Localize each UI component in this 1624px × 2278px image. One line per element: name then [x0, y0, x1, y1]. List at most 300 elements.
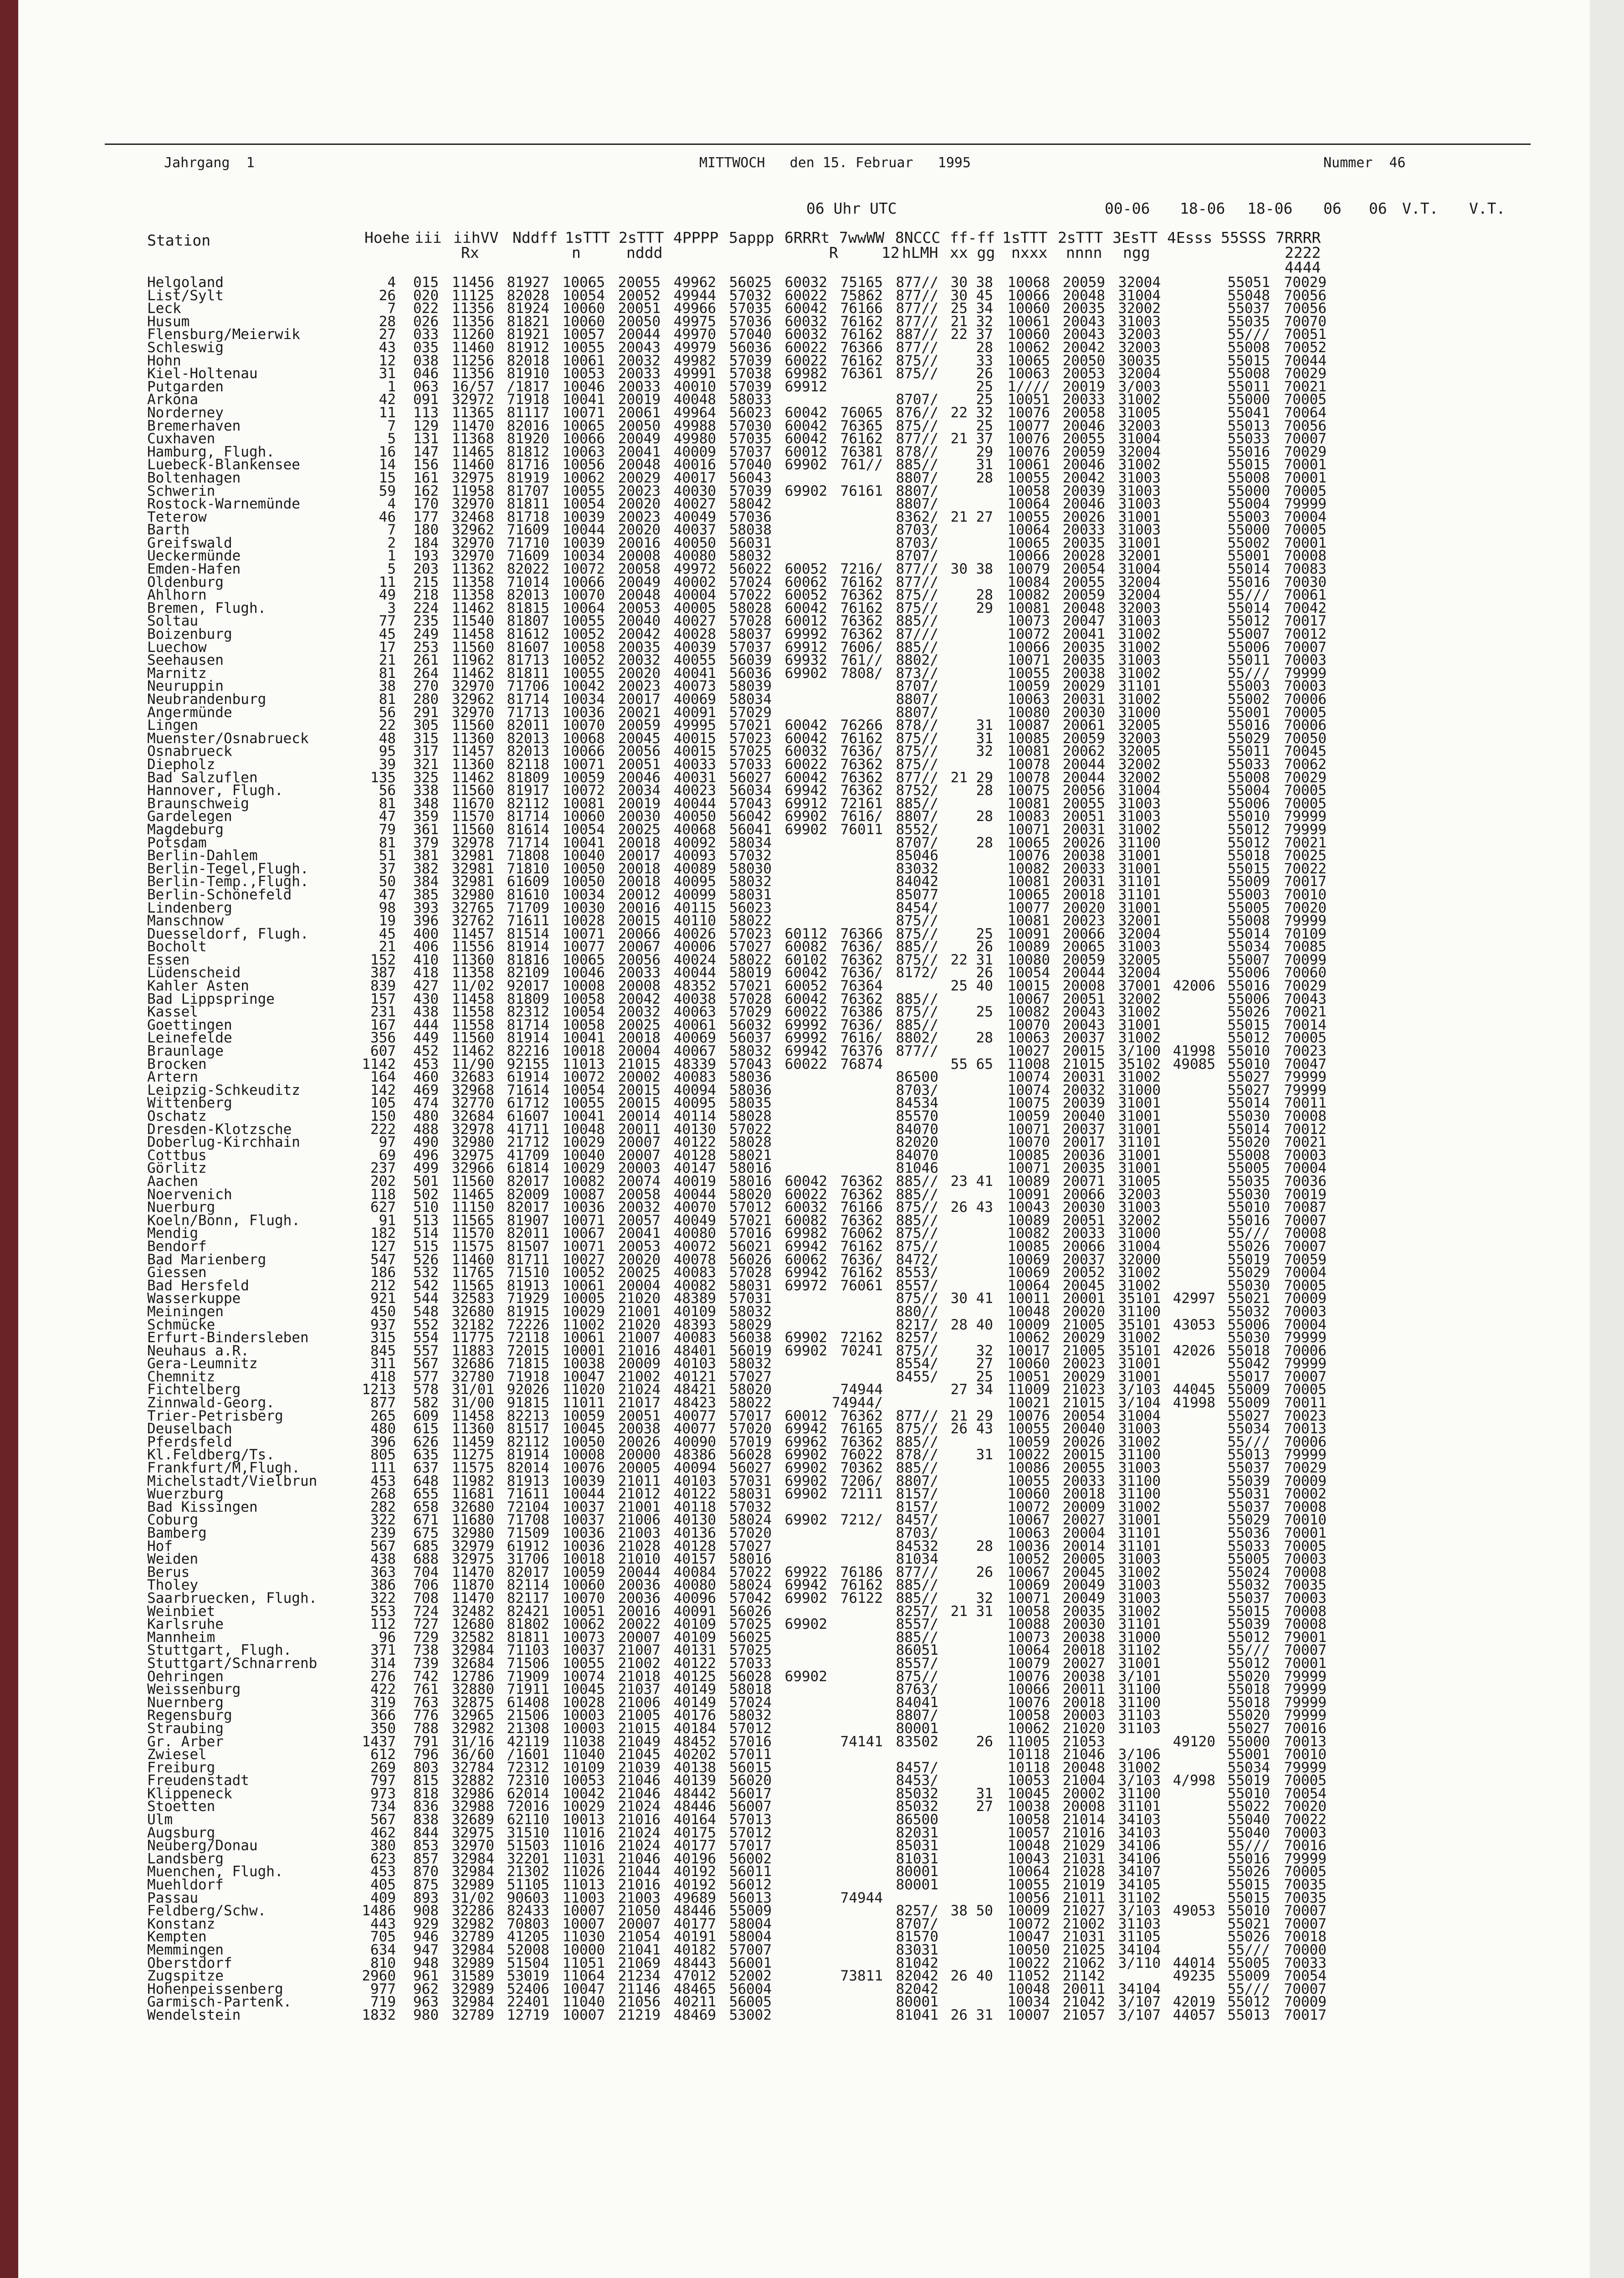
cell-8nccc: 8807/	[896, 496, 938, 513]
cell-55sss: 55015	[1227, 860, 1270, 877]
cell-iihvv: 11458	[451, 626, 494, 643]
cell-5appp: 58030	[729, 860, 772, 877]
cell-7rrrr: 70036	[1284, 1173, 1327, 1190]
cell-nddff: 21712	[507, 1134, 549, 1151]
cell-3estt: 31003	[1118, 469, 1161, 486]
cell-3estt: 31100	[1118, 1785, 1161, 1802]
cell-1sttt: 10038	[562, 1355, 605, 1372]
cell-6rrrt: 60022	[784, 1004, 827, 1021]
cell-1sttt: 10054	[562, 1082, 605, 1098]
cell-iihvv: 11465	[451, 1186, 494, 1203]
cell-nddff: 71918	[507, 391, 549, 408]
cell-1sttt: 10053	[562, 1772, 605, 1789]
cell-2sttt: 20053	[618, 1238, 661, 1255]
cell-7rrrr: 79001	[1284, 1629, 1327, 1646]
cell-iii: 215	[413, 574, 439, 590]
station-name: Hof	[147, 1538, 173, 1555]
cell-nddff: 81914	[507, 1447, 549, 1463]
cell-3estt: 31004	[1118, 782, 1161, 799]
cell-7wwww: 7636/	[840, 965, 883, 981]
cell-1sttt: 10039	[562, 1472, 605, 1489]
cell-2sttt: 20017	[618, 691, 661, 708]
cell-55sss: 55008	[1227, 1147, 1270, 1164]
cell-7rrrr: 70010	[1284, 1512, 1327, 1529]
cell-iihvv: 12680	[451, 1616, 494, 1633]
cell-iii: 742	[413, 1668, 439, 1685]
cell-2sttt-b: 21016	[1062, 1824, 1105, 1841]
cell-7wwww: 76162	[840, 431, 883, 447]
cell-7wwww: 76161	[840, 482, 883, 499]
cell-2sttt-b: 20055	[1062, 795, 1105, 812]
cell-8nccc: 8707/	[896, 1915, 938, 1932]
cell-2sttt-b: 20040	[1062, 1108, 1105, 1124]
table-row	[147, 1605, 1559, 1618]
cell-ffff: 31	[976, 1785, 993, 1802]
cell-4pppp: 49964	[673, 404, 716, 421]
cell-2sttt-b: 20030	[1062, 1616, 1105, 1633]
cell-3estt: 31101	[1118, 678, 1161, 695]
cell-55sss: 55011	[1227, 743, 1270, 760]
cell-2sttt-b: 20027	[1062, 1512, 1105, 1529]
cell-8nccc: 81031	[896, 1850, 938, 1867]
cell-8nccc: 878//	[896, 717, 938, 734]
cell-hoehe: 39	[379, 756, 396, 773]
cell-8nccc: 8707/	[896, 391, 938, 408]
cell-55sss: 55016	[1227, 443, 1270, 460]
station-name: Arkona	[147, 391, 198, 408]
station-name: Marnitz	[147, 665, 207, 682]
cell-7wwww: 76381	[840, 443, 883, 460]
cell-iii: 063	[413, 378, 439, 395]
cell-4pppp: 40027	[673, 496, 716, 513]
cell-7rrrr: 70029	[1284, 1460, 1327, 1477]
cell-2sttt: 20020	[618, 522, 661, 539]
cell-1sttt-b: 10055	[1007, 1877, 1050, 1893]
cell-iii: 763	[413, 1694, 439, 1711]
cell-2sttt-b: 20042	[1062, 339, 1105, 356]
cell-ffff: 21 37	[950, 431, 993, 447]
cell-2sttt-b: 20029	[1062, 1329, 1105, 1346]
station-name: Leck	[147, 300, 181, 317]
cell-iii: 361	[413, 821, 439, 838]
cell-1sttt: 10072	[562, 561, 605, 578]
cell-4pppp: 40041	[673, 665, 716, 682]
cell-7rrrr: 70003	[1284, 1824, 1327, 1841]
cell-2sttt-b: 20035	[1062, 1160, 1105, 1177]
cell-5appp: 58034	[729, 691, 772, 708]
cell-5appp: 57037	[729, 443, 772, 460]
colhead-vt-b: V.T.	[1469, 200, 1506, 217]
cell-2sttt: 20008	[618, 978, 661, 995]
cell-6rrrt: 69912	[784, 639, 827, 656]
cell-1sttt-b: 10011	[1007, 1290, 1050, 1307]
cell-7rrrr: 70056	[1284, 300, 1327, 317]
cell-1sttt: 10060	[562, 313, 605, 330]
cell-6rrrt: 60102	[784, 951, 827, 968]
cell-3estt: 31002	[1118, 691, 1161, 708]
cell-7rrrr: 70007	[1284, 1368, 1327, 1385]
cell-2sttt-b: 21014	[1062, 1811, 1105, 1828]
cell-iihvv: 31/16	[451, 1733, 494, 1750]
cell-2sttt: 20058	[618, 561, 661, 578]
cell-ffff: 33	[976, 352, 993, 369]
cell-iihvv: 11368	[451, 431, 494, 447]
cell-iihvv: 11356	[451, 300, 494, 317]
cell-7wwww: 75165	[840, 274, 883, 291]
cell-3estt: 31100	[1118, 1681, 1161, 1698]
station-name: Gera-Leumnitz	[147, 1355, 258, 1372]
station-name: Hohn	[147, 352, 181, 369]
cell-1sttt: 10055	[562, 1655, 605, 1672]
cell-3estt: 32002	[1118, 300, 1161, 317]
cell-1sttt-b: 10069	[1007, 1251, 1050, 1268]
cell-iihvv: 31589	[451, 1968, 494, 1985]
cell-5appp: 58024	[729, 1512, 772, 1529]
cell-iii: 554	[413, 1329, 439, 1346]
cell-1sttt: 11051	[562, 1955, 605, 1971]
cell-iihvv: 11360	[451, 756, 494, 773]
cell-hoehe: 453	[370, 1863, 396, 1880]
cell-iihvv: 11765	[451, 1264, 494, 1281]
cell-55sss: 55013	[1227, 417, 1270, 434]
cell-55sss: 55000	[1227, 391, 1270, 408]
cell-hoehe: 553	[370, 1603, 396, 1620]
cell-hoehe: 239	[370, 1525, 396, 1541]
cell-8nccc: 877//	[896, 1564, 938, 1580]
cell-2sttt-b: 20011	[1062, 1681, 1105, 1698]
cell-hoehe: 28	[379, 313, 396, 330]
cell-nddff: 81907	[507, 1212, 549, 1229]
cell-7rrrr: 70003	[1284, 1303, 1327, 1320]
cell-2sttt: 20018	[618, 834, 661, 851]
cell-7wwww: 7606/	[840, 639, 883, 656]
cell-1sttt-b: 10089	[1007, 1212, 1050, 1229]
cell-iihvv: 32980	[451, 1134, 494, 1151]
cell-2sttt-b: 20059	[1062, 274, 1105, 291]
cell-2sttt-b: 20030	[1062, 1199, 1105, 1216]
cell-2sttt: 20043	[618, 339, 661, 356]
cell-2sttt: 20008	[618, 548, 661, 564]
table-row	[147, 482, 1559, 499]
cell-5appp: 56001	[729, 1955, 772, 1971]
table-row	[147, 1683, 1559, 1696]
cell-8nccc: 8457/	[896, 1512, 938, 1529]
cell-5appp: 57017	[729, 1407, 772, 1424]
cell-1sttt: 10067	[562, 1225, 605, 1242]
cell-iihvv: 11560	[451, 639, 494, 656]
cell-nddff: 51503	[507, 1837, 549, 1854]
cell-3estt: 31003	[1118, 613, 1161, 630]
cell-iii: 382	[413, 860, 439, 877]
cell-4pppp: 48386	[673, 1447, 716, 1463]
cell-4pppp: 40050	[673, 808, 716, 825]
cell-1sttt-b: 10055	[1007, 1472, 1050, 1489]
cell-1sttt: 10109	[562, 1759, 605, 1776]
station-name: Nuerburg	[147, 1199, 215, 1216]
station-name: Osnabrueck	[147, 743, 232, 760]
cell-1sttt: 10039	[562, 534, 605, 551]
cell-hoehe: 17	[379, 639, 396, 656]
cell-2sttt-b: 21057	[1062, 2006, 1105, 2023]
cell-7wwww: 76362	[840, 1407, 883, 1424]
cell-hoehe: 77	[379, 613, 396, 630]
cell-2sttt-b: 20059	[1062, 587, 1105, 604]
cell-3estt: 31001	[1118, 860, 1161, 877]
cell-ffff: 32	[976, 1342, 993, 1359]
cell-6rrrt: 60042	[784, 404, 827, 421]
cell-8nccc: 885//	[896, 1173, 938, 1190]
cell-1sttt-b: 10082	[1007, 1004, 1050, 1021]
cell-iii: 453	[413, 1056, 439, 1072]
cell-iihvv: 32982	[451, 1915, 494, 1932]
cell-8nccc: 84042	[896, 873, 938, 890]
cell-2sttt-b: 21062	[1062, 1955, 1105, 1971]
cell-2sttt-b: 20066	[1062, 925, 1105, 942]
colhead-6rrrt: 6RRRt	[784, 229, 830, 246]
cell-ffff: 28	[976, 469, 993, 486]
cell-8nccc: 877//	[896, 1407, 938, 1424]
cell-7wwww: 76162	[840, 600, 883, 616]
cell-1sttt: 10047	[562, 1368, 605, 1385]
cell-hoehe: 937	[370, 1316, 396, 1333]
cell-3estt: 37001	[1118, 978, 1161, 995]
cell-3estt: 32004	[1118, 965, 1161, 981]
cell-4pppp: 40082	[673, 1277, 716, 1294]
cell-5appp: 57031	[729, 1290, 772, 1307]
cell-4esss: 41998	[1173, 1395, 1215, 1411]
cell-hoehe: 623	[370, 1850, 396, 1867]
cell-1sttt-b: 10017	[1007, 1342, 1050, 1359]
cell-8nccc: 81041	[896, 2006, 938, 2023]
cell-hoehe: 21	[379, 939, 396, 955]
station-name: Kiel-Holtenau	[147, 365, 258, 382]
cell-55sss: 55010	[1227, 1056, 1270, 1072]
station-name: Hannover, Flugh.	[147, 782, 283, 799]
cell-6rrrt: 60042	[784, 769, 827, 786]
cell-ffff: 32	[976, 743, 993, 760]
cell-1sttt-b: 10058	[1007, 1811, 1050, 1828]
cell-5appp: 56034	[729, 782, 772, 799]
cell-iihvv: 32981	[451, 860, 494, 877]
cell-3estt: 3/003	[1118, 378, 1161, 395]
cell-2sttt: 21010	[618, 1551, 661, 1568]
cell-ffff: 25	[976, 1368, 993, 1385]
cell-7rrrr: 70062	[1284, 756, 1327, 773]
table-row	[147, 1800, 1559, 1813]
cell-3estt: 31002	[1118, 626, 1161, 643]
cell-2sttt: 20061	[618, 404, 661, 421]
cell-iihvv: 11560	[451, 1030, 494, 1047]
cell-55sss: 55037	[1227, 1498, 1270, 1515]
cell-1sttt: 10048	[562, 1121, 605, 1138]
cell-8nccc: 83032	[896, 860, 938, 877]
cell-55sss: 55012	[1227, 1030, 1270, 1047]
cell-2sttt: 20051	[618, 1407, 661, 1424]
cell-nddff: 82009	[507, 1186, 549, 1203]
cell-1sttt: 11016	[562, 1837, 605, 1854]
cell-1sttt-b: 10058	[1007, 1603, 1050, 1620]
cell-hoehe: 4	[387, 274, 396, 291]
cell-5appp: 56028	[729, 1447, 772, 1463]
cell-iii: 410	[413, 951, 439, 968]
cell-2sttt: 20050	[618, 417, 661, 434]
cell-iii: 381	[413, 847, 439, 864]
cell-ffff: 22 31	[950, 951, 993, 968]
cell-7wwww: 76162	[840, 313, 883, 330]
colhead-12: 12	[881, 244, 900, 262]
cell-iihvv: 11/02	[451, 978, 494, 995]
cell-iihvv: 11558	[451, 1016, 494, 1033]
cell-8nccc: 875//	[896, 1225, 938, 1242]
cell-2sttt-b: 21023	[1062, 1381, 1105, 1398]
cell-iii: 396	[413, 913, 439, 929]
cell-hoehe: 1	[387, 378, 396, 395]
cell-hoehe: 810	[370, 1955, 396, 1971]
cell-4pppp: 40184	[673, 1720, 716, 1737]
cell-iii: 567	[413, 1355, 439, 1372]
cell-2sttt: 20022	[618, 1616, 661, 1633]
cell-iihvv: 11356	[451, 313, 494, 330]
cell-hoehe: 37	[379, 860, 396, 877]
cell-8nccc: 887//	[896, 326, 938, 343]
cell-iii: 515	[413, 1238, 439, 1255]
cell-7wwww: 76162	[840, 574, 883, 590]
station-name: Gr. Arber	[147, 1733, 224, 1750]
cell-8nccc: 8472/	[896, 1251, 938, 1268]
cell-7rrrr: 70059	[1284, 1251, 1327, 1268]
cell-3estt: 31002	[1118, 457, 1161, 473]
cell-55sss: 55037	[1227, 1460, 1270, 1477]
cell-nddff: 71611	[507, 913, 549, 929]
cell-3estt: 31003	[1118, 496, 1161, 513]
cell-iii: 091	[413, 391, 439, 408]
cell-6rrrt: 60032	[784, 326, 827, 343]
cell-7rrrr: 70001	[1284, 1525, 1327, 1541]
station-name: Straubing	[147, 1720, 224, 1737]
cell-3estt: 31002	[1118, 391, 1161, 408]
cell-iihvv: 11457	[451, 925, 494, 942]
cell-hoehe: 453	[370, 1472, 396, 1489]
cell-1sttt: 10001	[562, 1342, 605, 1359]
cell-4pppp: 40131	[673, 1642, 716, 1659]
cell-2sttt: 20030	[618, 808, 661, 825]
cell-1sttt: 10044	[562, 1486, 605, 1503]
station-name: Bocholt	[147, 939, 207, 955]
cell-8nccc: 8707/	[896, 548, 938, 564]
cell-2sttt: 20004	[618, 1277, 661, 1294]
cell-hoehe: 607	[370, 1043, 396, 1060]
cell-2sttt: 20048	[618, 457, 661, 473]
cell-5appp: 58028	[729, 1134, 772, 1151]
cell-7wwww: 74944	[840, 1381, 883, 1398]
cell-iii: 961	[413, 1968, 439, 1985]
cell-2sttt-b: 20044	[1062, 965, 1105, 981]
cell-nddff: 71510	[507, 1264, 549, 1281]
cell-2sttt-b: 20048	[1062, 1759, 1105, 1776]
cell-7wwww: 76361	[840, 365, 883, 382]
cell-55sss: 55030	[1227, 1277, 1270, 1294]
cell-hoehe: 5	[387, 561, 396, 578]
cell-1sttt: 10070	[562, 717, 605, 734]
cell-7wwww: 76162	[840, 352, 883, 369]
table-row	[147, 1058, 1559, 1071]
table-row	[147, 1527, 1559, 1540]
cell-iihvv: 32989	[451, 1955, 494, 1971]
cell-iii: 305	[413, 717, 439, 734]
cell-4pppp: 40009	[673, 443, 716, 460]
cell-8nccc: 885//	[896, 613, 938, 630]
cell-1sttt-b: 10085	[1007, 1147, 1050, 1164]
cell-7rrrr: 70005	[1284, 1772, 1327, 1789]
cell-4pppp: 49995	[673, 717, 716, 734]
cell-5appp: 57043	[729, 1056, 772, 1072]
cell-55sss: 55010	[1227, 1043, 1270, 1060]
station-name: Görlitz	[147, 1160, 207, 1177]
cell-iii: 384	[413, 873, 439, 890]
cell-8nccc: 8707/	[896, 678, 938, 695]
station-name: Boizenburg	[147, 626, 232, 643]
cell-6rrrt: 69992	[784, 1030, 827, 1047]
cell-55sss: 55027	[1227, 1069, 1270, 1086]
cell-nddff: 71929	[507, 1290, 549, 1307]
cell-2sttt: 21002	[618, 1655, 661, 1672]
cell-8nccc: 885//	[896, 939, 938, 955]
cell-iihvv: 11982	[451, 1472, 494, 1489]
cell-5appp: 56002	[729, 1850, 772, 1867]
cell-4esss: 44057	[1173, 2006, 1215, 2023]
cell-55sss: 55///	[1227, 1837, 1270, 1854]
cell-2sttt: 20033	[618, 378, 661, 395]
cell-55sss: 55003	[1227, 886, 1270, 903]
cell-7rrrr: 70003	[1284, 1590, 1327, 1606]
station-name: Wuerzburg	[147, 1486, 224, 1503]
cell-1sttt-b: 10075	[1007, 1095, 1050, 1112]
cell-8nccc: 86500	[896, 1811, 938, 1828]
cell-iii: 836	[413, 1798, 439, 1815]
cell-5appp: 58036	[729, 1082, 772, 1098]
cell-1sttt-b: 10076	[1007, 847, 1050, 864]
cell-iii: 963	[413, 1994, 439, 2011]
cell-7rrrr: 70016	[1284, 1720, 1327, 1737]
cell-7rrrr: 70021	[1284, 378, 1327, 395]
colhead-nxxx: nxxx	[1011, 244, 1048, 262]
cell-8nccc: 8157/	[896, 1498, 938, 1515]
cell-7wwww: 7636/	[840, 1251, 883, 1268]
cell-2sttt: 21017	[618, 1395, 661, 1411]
cell-hoehe: 2	[387, 534, 396, 551]
cell-hoehe: 81	[379, 834, 396, 851]
cell-2sttt-b: 20043	[1062, 313, 1105, 330]
cell-55sss: 55051	[1227, 274, 1270, 291]
cell-iihvv: 32789	[451, 2006, 494, 2023]
cell-hoehe: 14	[379, 457, 396, 473]
cell-5appp: 58039	[729, 678, 772, 695]
cell-7rrrr: 70005	[1284, 1277, 1327, 1294]
cell-2sttt-b: 20051	[1062, 808, 1105, 825]
cell-55sss: 55020	[1227, 1134, 1270, 1151]
cell-2sttt-b: 20037	[1062, 1251, 1105, 1268]
cell-iihvv: 31/02	[451, 1889, 494, 1906]
cell-55sss: 55006	[1227, 639, 1270, 656]
station-name: Berlin-Tegel,Flugh.	[147, 860, 309, 877]
cell-1sttt-b: 10055	[1007, 508, 1050, 525]
station-name: Artern	[147, 1069, 198, 1086]
station-name: Brocken	[147, 1056, 207, 1072]
cell-nddff: 82022	[507, 561, 549, 578]
cell-55sss: 55015	[1227, 1889, 1270, 1906]
cell-5appp: 57027	[729, 1538, 772, 1555]
cell-5appp: 56042	[729, 808, 772, 825]
